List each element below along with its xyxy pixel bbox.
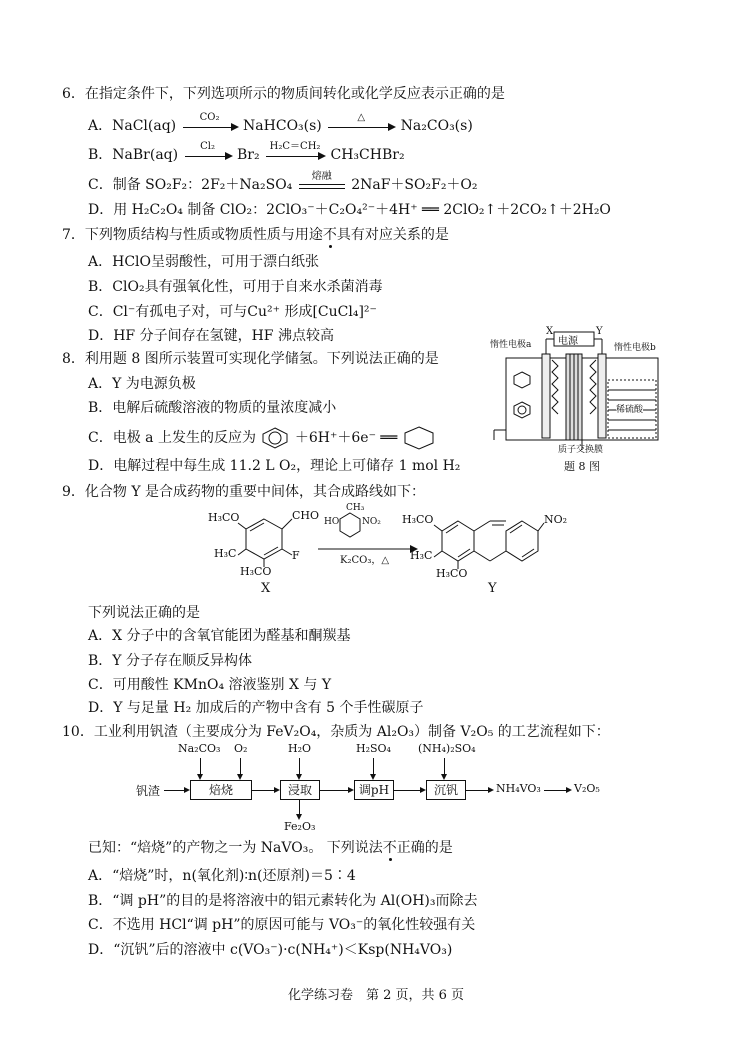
- q6-b-reactant: B．NaBr(aq): [88, 147, 179, 163]
- q10-option-c: C．不选用 HCl“调 pH”的原因可能与 VO₃⁻的氧化性较强有关: [88, 917, 476, 933]
- input-na2co3: Na₂CO₃: [178, 742, 221, 755]
- input-o2: O₂: [234, 742, 248, 755]
- q7-option-b: B．ClO₂具有强氧化性，可用于自来水杀菌消毒: [88, 279, 383, 295]
- q10-known-pre: 已知：“焙烧”的产物之一为 NaVO₃。 下列说法: [88, 840, 383, 856]
- page-footer: 化学练习卷 第 2 页，共 6 页: [287, 988, 465, 1003]
- q6-c-reactant: C．制备 SO₂F₂：2F₂＋Na₂SO₄: [88, 177, 293, 193]
- reaction-arrow: [326, 112, 396, 136]
- input-h2so4: H₂SO₄: [356, 742, 391, 755]
- q10-known-post: 正确的是: [396, 840, 453, 856]
- q7-stem-post: 具有对应关系的是: [336, 227, 449, 243]
- q6-b-mid: Br₂: [237, 147, 260, 163]
- x-substituent-ch3: H₃C: [214, 547, 237, 560]
- q6-stem: 6．在指定条件下，下列选项所示的物质间转化或化学反应表示正确的是: [62, 86, 505, 102]
- power-source-label: 电源: [558, 336, 578, 347]
- q8-c-text: C．电极 a 上发生的反应为: [88, 430, 256, 446]
- product-nh4vo3: NH₄VO₃: [496, 782, 541, 795]
- compound-x-label: X: [261, 581, 271, 596]
- equals-sign: [297, 171, 347, 195]
- electrolysis-figure: [486, 326, 686, 475]
- precipitation-box: 沉钒: [426, 780, 466, 800]
- output-fe2o3: Fe₂O₃: [284, 820, 316, 833]
- q6-option-a: [88, 112, 473, 136]
- q8-c-eq: ＋6H⁺＋6e⁻ ══: [294, 430, 398, 446]
- adjust-ph-box: 调pH: [354, 780, 394, 800]
- reaction-arrow: [181, 112, 239, 136]
- y-substituent-ch3: H₃C: [410, 549, 433, 562]
- input-h2o: H₂O: [288, 742, 312, 755]
- q6-c-product: 2NaF＋SO₂F₂＋O₂: [351, 177, 478, 193]
- q7-stem-pre: 7．下列物质结构与性质或物质性质与用途: [62, 227, 323, 243]
- reagent-no2: NO₂: [362, 517, 381, 527]
- emphasis-not: 不: [322, 227, 337, 243]
- q6-a-reactant: A．NaCl(aq): [88, 118, 177, 134]
- q6-a-mid: NaHCO₃(s): [243, 118, 322, 134]
- q9-option-d: D．Y 与足量 H₂ 加成后的产物中含有 5 个手性碳原子: [88, 700, 424, 716]
- x-substituent-cho: CHO: [292, 509, 320, 522]
- q8-option-b: B．电解后硫酸溶液的物质的量浓度减小: [88, 400, 337, 416]
- benzene-ring-icon: [260, 427, 290, 449]
- reagent-ho: HO: [324, 517, 340, 527]
- q7-option-a: A．HClO呈弱酸性，可用于漂白纸张: [88, 254, 319, 270]
- q9-option-b: B．Y 分子存在顺反异构体: [88, 653, 252, 669]
- q8-option-c: [88, 426, 436, 450]
- q6-option-d: D．用 H₂C₂O₄ 制备 ClO₂：2ClO₃⁻＋C₂O₄²⁻＋4H⁺ ══ 2ClO₂↑＋2CO₂↑＋2H₂O: [88, 202, 611, 218]
- q9-option-c: C．可用酸性 KMnO₄ 溶液鉴别 X 与 Y: [88, 677, 332, 693]
- cyclohexane-ring-icon: [402, 426, 436, 450]
- leaching-box: 浸取: [280, 780, 320, 800]
- x-substituent-f: F: [292, 549, 300, 562]
- y-substituent-1: H₃CO: [402, 513, 434, 526]
- reagent-ch3: CH₃: [346, 503, 365, 513]
- q7-option-d: D．HF 分子间存在氢键，HF 沸点较高: [88, 328, 334, 344]
- q8-option-a: A．Y 为电源负极: [88, 376, 196, 392]
- q6-option-b: [88, 141, 405, 165]
- q10-known: [88, 838, 453, 858]
- q8-option-d: D．电解过程中每生成 11.2 L O₂，理论上可储存 1 mol H₂: [88, 458, 461, 474]
- arrow-label: △: [357, 112, 366, 123]
- reaction-arrow: [264, 141, 326, 165]
- q6-a-product: Na₂CO₃(s): [400, 118, 473, 134]
- q9-intro: 下列说法正确的是: [88, 605, 200, 621]
- q8-stem: 8．利用题 8 图所示装置可实现化学储氢。下列说法正确的是: [62, 351, 439, 367]
- q9-stem: 9．化合物 Y 是合成药物的重要中间体，其合成路线如下：: [62, 484, 426, 500]
- condition-label: 熔融: [311, 171, 332, 182]
- terminal-x-label: X: [546, 326, 554, 337]
- sulfuric-acid-label: 稀硫酸: [616, 402, 643, 415]
- y-substituent-2: H₃CO: [436, 567, 468, 580]
- reaction-arrow: [183, 141, 233, 165]
- q6-option-c: [88, 171, 478, 195]
- terminal-y-label: Y: [596, 326, 603, 337]
- q10-option-b: B．“调 pH”的目的是将溶液中的铝元素转化为 Al(OH)₃而除去: [88, 893, 478, 909]
- q7-option-c: C．Cl⁻有孤电子对，可与Cu²⁺ 形成[CuCl₄]²⁻: [88, 304, 377, 320]
- electrode-a-label: 惰性电极a: [490, 340, 532, 350]
- q10-option-a: A．“焙烧”时，n(氧化剂)∶n(还原剂)＝5∶4: [88, 868, 356, 884]
- electrode-b-label: 惰性电极b: [614, 343, 656, 353]
- y-substituent-no2: NO₂: [544, 513, 568, 526]
- synthesis-structures: [200, 505, 580, 597]
- q10-stem: 10．工业利用钒渣（主要成分为 FeV₂O₄，杂质为 Al₂O₃）制备 V₂O₅ 的工艺流程如下：: [62, 724, 610, 740]
- input-nh4-2so4: (NH₄)₂SO₄: [418, 742, 476, 755]
- compound-y-label: Y: [488, 581, 497, 596]
- process-flow-diagram: [130, 742, 620, 834]
- arrow-label: CO₂: [199, 112, 220, 123]
- figure-caption: 题 8 图: [564, 460, 600, 473]
- flow-start-label: 钒渣: [136, 784, 161, 798]
- synthesis-scheme: [200, 505, 580, 597]
- membrane-label: 质子交换膜: [558, 445, 604, 455]
- emphasis-not: 不: [382, 840, 397, 856]
- q6-b-product: CH₃CHBr₂: [330, 147, 405, 163]
- x-substituent-2: H₃CO: [240, 565, 272, 578]
- reaction-condition: K₂CO₃，△: [340, 555, 390, 566]
- q10-option-d: D．“沉钒”后的溶液中 c(VO₃⁻)·c(NH₄⁺)＜Ksp(NH₄VO₃): [88, 942, 453, 958]
- arrow-label: Cl₂: [200, 141, 215, 152]
- x-substituent-1: H₃CO: [208, 511, 240, 524]
- product-v2o5: V₂O₅: [574, 782, 600, 795]
- roasting-box: 焙烧: [190, 780, 252, 800]
- q9-option-a: A．X 分子中的含氧官能团为醛基和酮羰基: [88, 628, 351, 644]
- arrow-label: H₂C＝CH₂: [269, 141, 321, 152]
- q7-stem: [62, 225, 449, 245]
